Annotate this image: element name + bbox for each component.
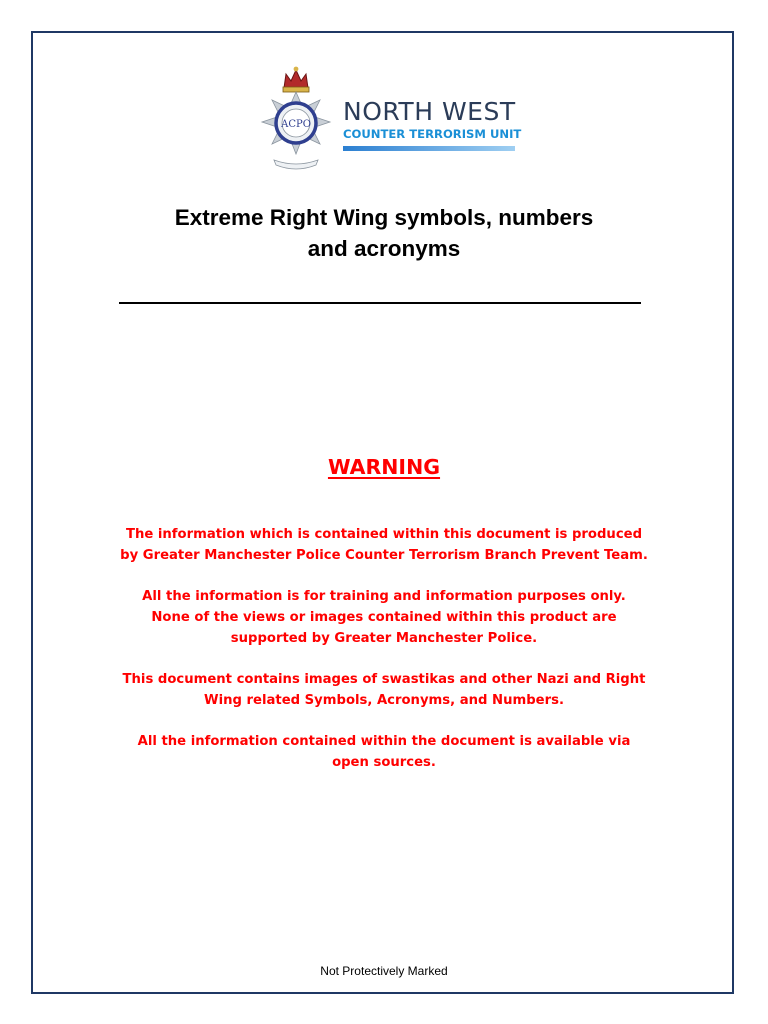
warning-body bbox=[84, 524, 684, 793]
crest-label: ACPO bbox=[281, 119, 311, 130]
warning-line: by Greater Manchester Police Counter Terrorism Branch Prevent Team. bbox=[120, 548, 648, 563]
logo-wordmark bbox=[343, 98, 526, 141]
warning-line: All the information is for training and information purposes only. bbox=[142, 589, 626, 604]
north-west-ctu-logo bbox=[246, 64, 526, 174]
title-line-1: Extreme Right Wing symbols, numbers bbox=[174, 205, 594, 230]
warning-paragraph bbox=[84, 669, 684, 711]
title-divider bbox=[119, 302, 641, 304]
warning-paragraph bbox=[84, 586, 684, 649]
warning-heading: WARNING bbox=[327, 455, 441, 479]
protective-marking: Not Protectively Marked bbox=[320, 964, 448, 978]
logo-gradient-bar bbox=[343, 146, 515, 151]
title-line-2: and acronyms bbox=[307, 236, 461, 261]
warning-line: All the information contained within the document is available via bbox=[137, 734, 631, 749]
warning-line: Wing related Symbols, Acronyms, and Numbers. bbox=[204, 693, 564, 708]
logo-org-name: NORTH WEST bbox=[343, 97, 516, 126]
crown-icon bbox=[283, 67, 309, 92]
warning-line: supported by Greater Manchester Police. bbox=[230, 631, 538, 646]
warning-paragraph bbox=[84, 524, 684, 566]
document-title bbox=[84, 202, 684, 264]
warning-line: None of the views or images contained within this product are bbox=[151, 610, 617, 625]
warning-paragraph bbox=[84, 731, 684, 773]
logo-org-subtitle: COUNTER TERRORISM UNIT bbox=[343, 127, 522, 141]
police-crest-icon bbox=[246, 64, 346, 174]
page-border bbox=[31, 31, 734, 994]
warning-line: The information which is contained within this document is produced bbox=[125, 527, 643, 542]
warning-line: This document contains images of swastikas and other Nazi and Right bbox=[122, 672, 646, 687]
warning-line: open sources. bbox=[332, 755, 436, 770]
